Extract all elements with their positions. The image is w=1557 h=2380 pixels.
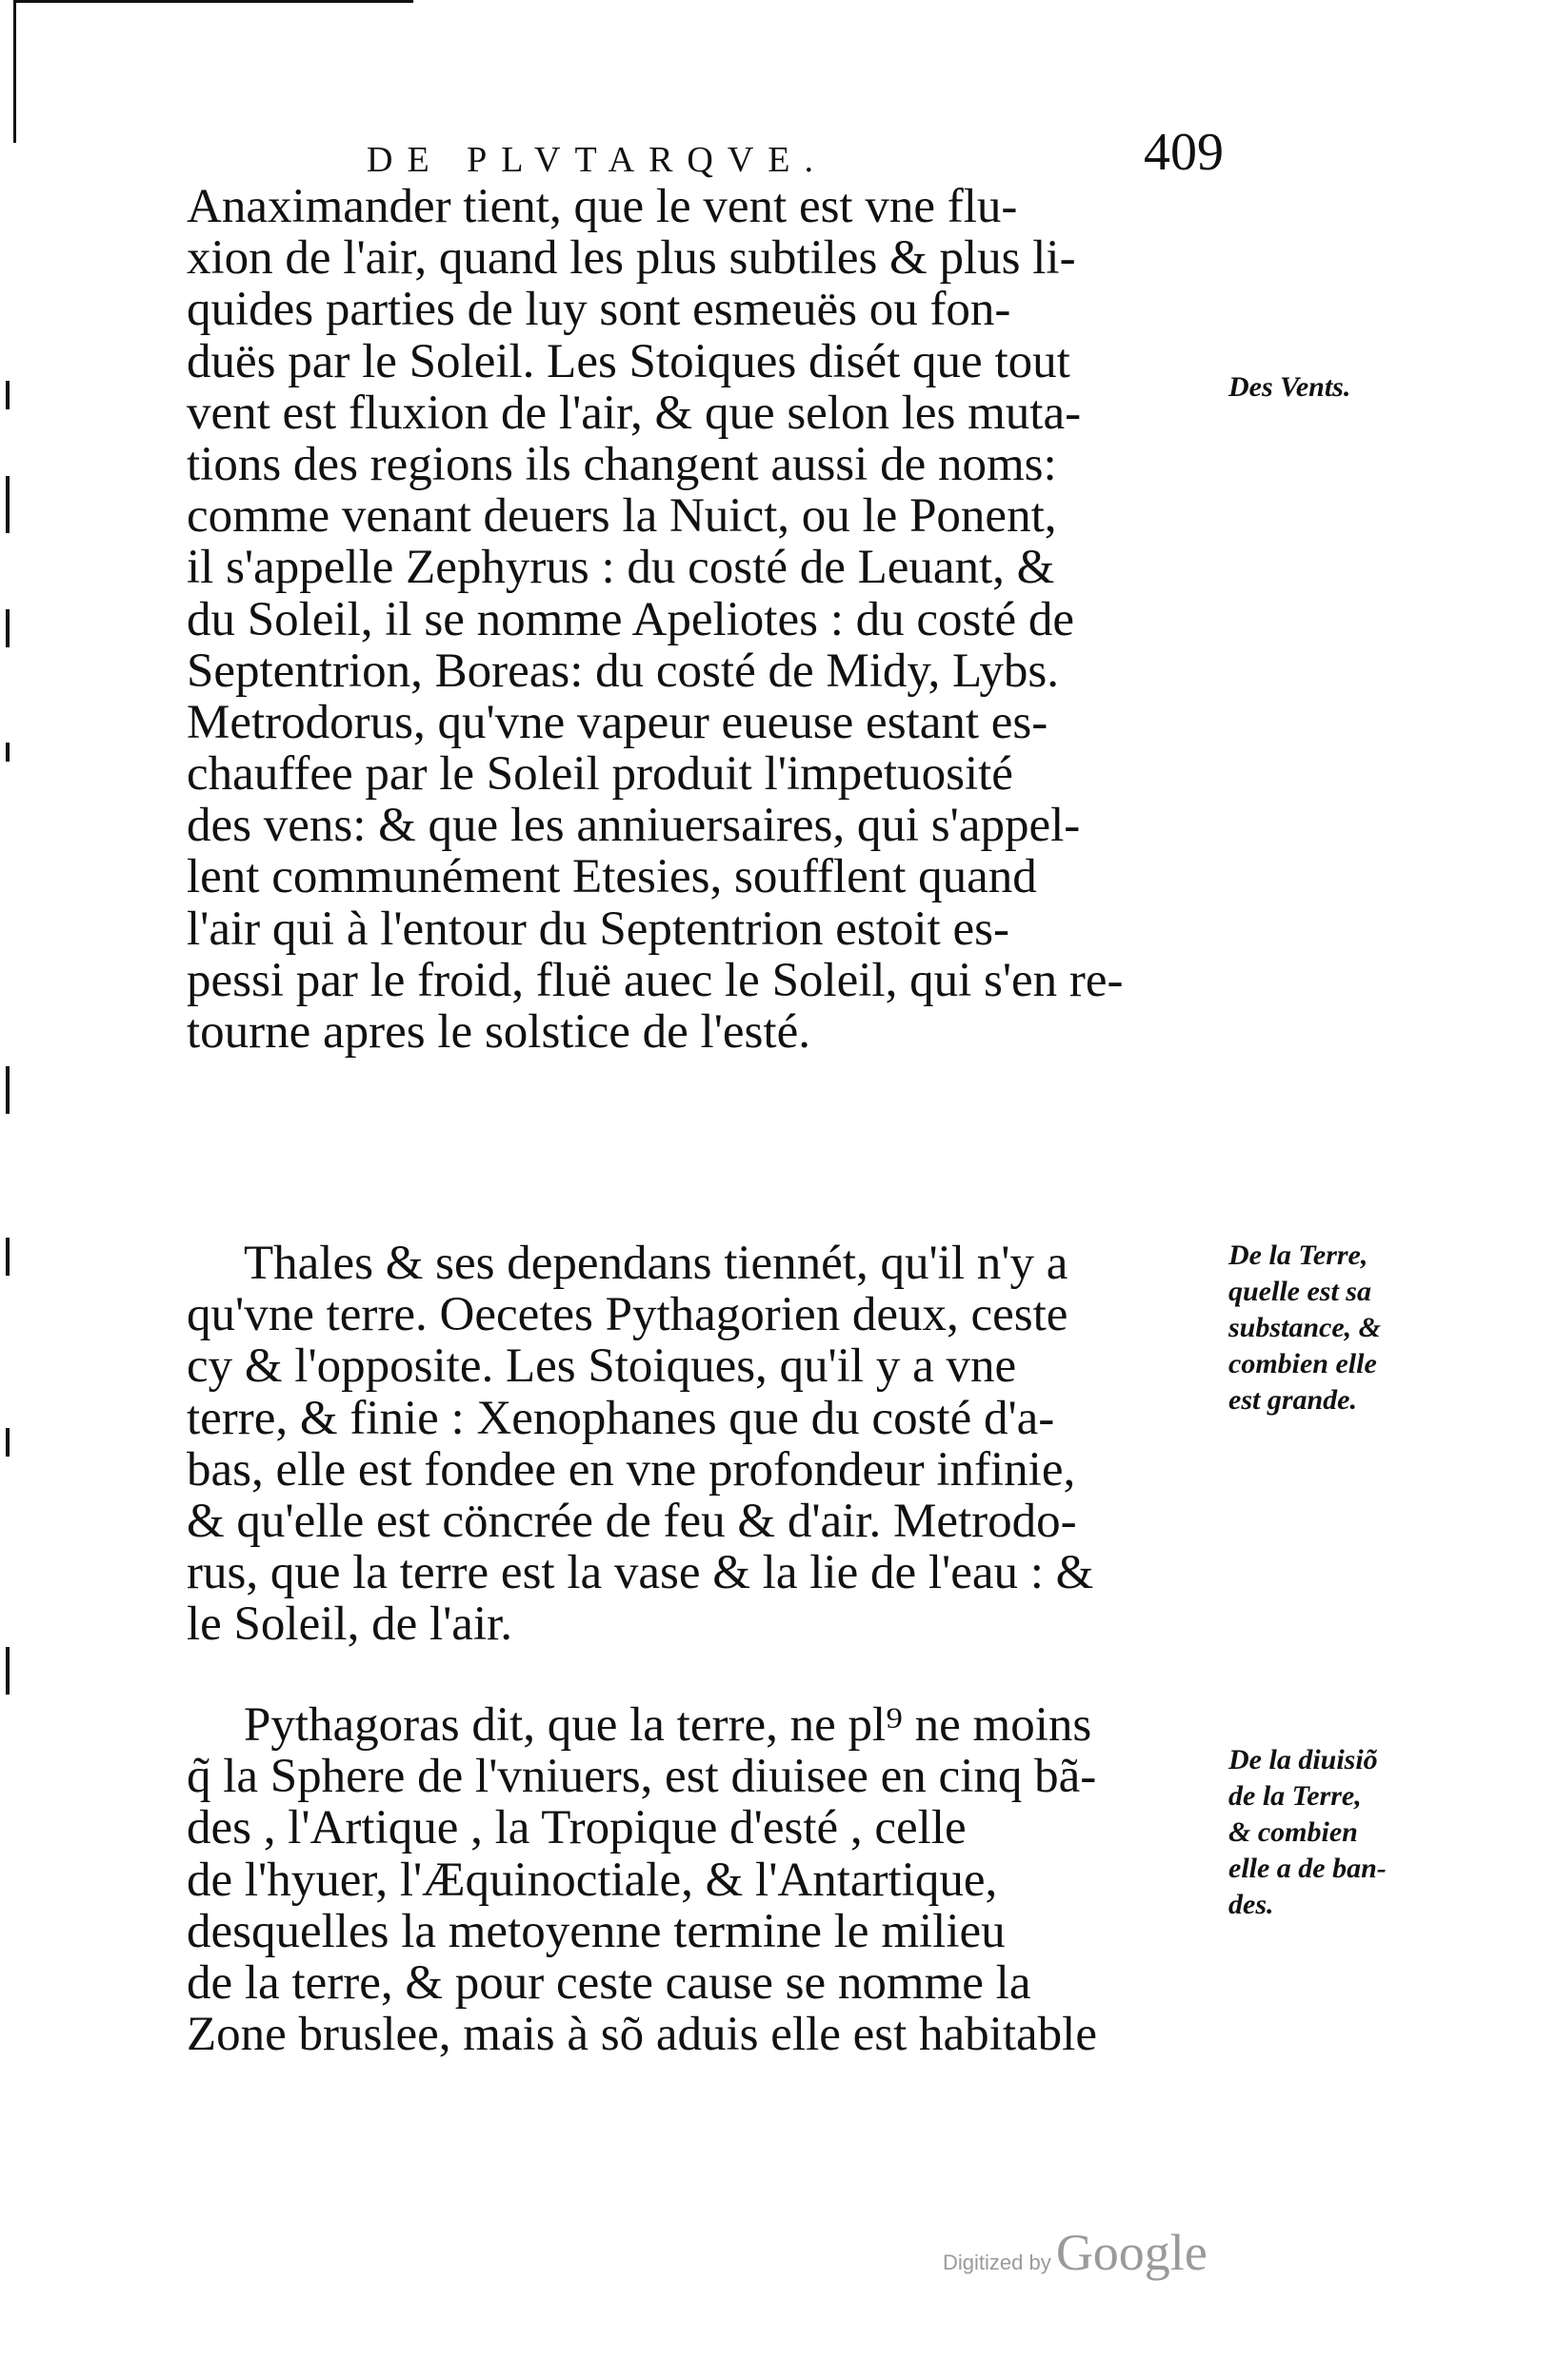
text-line: Septentrion, Boreas: du costé de Midy, Lybs. bbox=[187, 644, 1059, 698]
page-edge-left bbox=[13, 0, 16, 143]
page-number: 409 bbox=[1144, 123, 1224, 182]
text-line: duës par le Soleil. Les Stoiques disét que tout bbox=[187, 334, 1070, 388]
text-line: rus, que la terre est la vase & la lie de l'eau : & bbox=[187, 1546, 1094, 1600]
text-line: de l'hyuer, l'Æquinoctiale, & l'Antartique, bbox=[187, 1853, 998, 1907]
margin-note-winds bbox=[1228, 369, 1350, 406]
text-line: q̃ la Sphere de l'vniuers, est diuisee en cinq bã- bbox=[187, 1750, 1097, 1804]
text-line: cy & l'opposite. Les Stoiques, qu'il y a vne bbox=[187, 1339, 1017, 1394]
text-line: Metrodorus, qu'vne vapeur eueuse estant es- bbox=[187, 695, 1048, 749]
note-line: De la Terre, bbox=[1228, 1240, 1368, 1271]
page-header bbox=[367, 122, 1224, 188]
text-line: Anaximander tient, que le vent est vne flu- bbox=[187, 180, 1018, 233]
note-line: combien elle bbox=[1228, 1348, 1377, 1379]
page-edge-top bbox=[13, 0, 413, 3]
text-line: pessi par le froid, fluë auec le Soleil, qui s'en re- bbox=[187, 953, 1124, 1007]
note-line: substance, & bbox=[1228, 1312, 1382, 1343]
margin-note-zones bbox=[1228, 1742, 1387, 1923]
note-line: de la Terre, bbox=[1228, 1780, 1362, 1812]
text-line: tions des regions ils changent aussi de noms: bbox=[187, 437, 1057, 491]
note-line: & combien bbox=[1228, 1816, 1358, 1848]
digitized-watermark bbox=[943, 2223, 1208, 2280]
text-line: qu'vne terre. Oecetes Pythagorien deux, ceste bbox=[187, 1288, 1068, 1342]
text-line: Thales & ses dependans tiennét, qu'il n'y a bbox=[244, 1237, 1068, 1290]
text-line: chauffee par le Soleil produit l'impetuosité bbox=[187, 747, 1013, 802]
text-line: vent est fluxion de l'air, & que selon les muta- bbox=[187, 386, 1082, 440]
google-logo: Google bbox=[1055, 2224, 1208, 2281]
note-line: elle a de ban- bbox=[1228, 1853, 1387, 1884]
text-line: & qu'elle est cöncrée de feu & d'air. Metrodo- bbox=[187, 1494, 1077, 1548]
text-line: Pythagoras dit, que la terre, ne pl⁹ ne moins bbox=[244, 1698, 1092, 1752]
text-line: tourne apres le solstice de l'esté. bbox=[187, 1005, 810, 1059]
text-line: le Soleil, de l'air. bbox=[187, 1597, 513, 1652]
paragraph-zones bbox=[187, 1699, 1220, 2060]
note-line: est grande. bbox=[1228, 1384, 1357, 1416]
digitized-by-label: Digitized by bbox=[943, 2251, 1051, 2274]
text-line: terre, & finie : Xenophanes que du costé d'a- bbox=[187, 1391, 1055, 1445]
text-line: lent communément Etesies, soufflent quand bbox=[187, 850, 1037, 904]
text-line: desquelles la metoyenne termine le milieu bbox=[187, 1904, 1006, 1958]
text-line: Zone bruslee, mais à sõ aduis elle est habitable bbox=[187, 2008, 1097, 2062]
paragraph-earth bbox=[187, 1238, 1220, 1651]
text-line: bas, elle est fondee en vne profondeur infinie, bbox=[187, 1442, 1076, 1497]
text-line: quides parties de luy sont esmeuës ou fon- bbox=[187, 283, 1011, 337]
paragraph-winds bbox=[187, 181, 1220, 1058]
note-line: De la diuisiõ bbox=[1228, 1744, 1378, 1775]
gutter-marks bbox=[6, 381, 11, 1809]
margin-note-earth bbox=[1228, 1238, 1381, 1418]
note-line: quelle est sa bbox=[1228, 1276, 1371, 1307]
text-line: des vens: & que les anniuersaires, qui s'appel- bbox=[187, 799, 1081, 853]
running-title: DE PLVTARQVE. bbox=[367, 140, 828, 180]
text-line: de la terre, & pour ceste cause se nomme la bbox=[187, 1955, 1031, 2010]
text-line: du Soleil, il se nomme Apeliotes : du costé de bbox=[187, 592, 1075, 646]
text-line: comme venant deuers la Nuict, ou le Ponent, bbox=[187, 489, 1057, 544]
note-line: Des Vents. bbox=[1228, 371, 1351, 403]
note-line: des. bbox=[1228, 1889, 1274, 1920]
text-line: des , l'Artique , la Tropique d'esté , celle bbox=[187, 1801, 967, 1855]
text-line: l'air qui à l'entour du Septentrion estoit es- bbox=[187, 902, 1009, 956]
text-line: xion de l'air, quand les plus subtiles & plus li- bbox=[187, 231, 1076, 286]
text-line: il s'appelle Zephyrus : du costé de Leuant, & bbox=[187, 541, 1055, 595]
